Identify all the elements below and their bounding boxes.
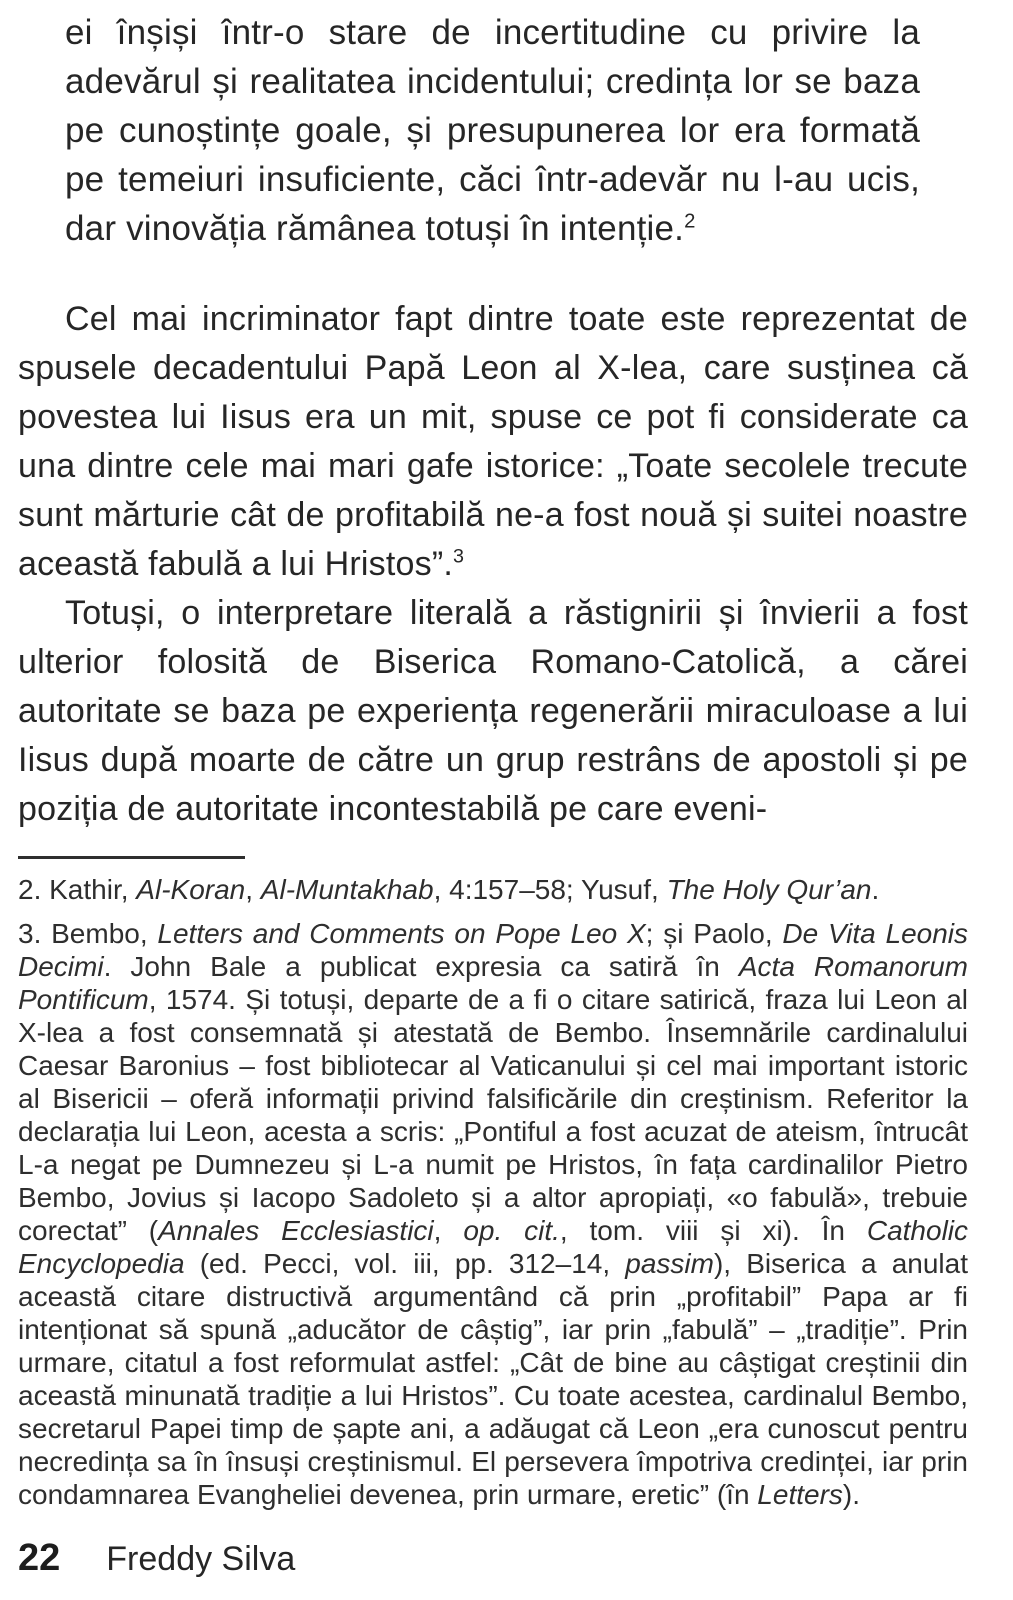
block-quote-text: ei înșiși într-o stare de incertitudine cu privire la adevărul și realitatea incidentului; credința lor se baza pe cunoștințe goale, și presupunerea lor era formată pe temeiuri insuficiente, căci într-adevăr nu l-au ucis, dar vinovăția rămânea totuși în intenție. (65, 13, 920, 248)
running-footer-author: Freddy Silva (106, 1540, 296, 1578)
paragraph (18, 295, 968, 589)
paragraph (18, 589, 968, 834)
paragraph-text: Totuși, o interpretare literală a răstignirii și învierii a fost ulterior folosită de Biserica Romano-Catolică, a cărei autoritate se baza pe experiența regenerării miraculoase a lui Iisus după moarte de către un grup restrâns de apostoli și pe poziția de autoritate incontestabilă pe care eveni- (18, 594, 968, 828)
footnote-2 (18, 873, 968, 906)
footnote-3-text: 3. Bembo, Letters and Comments on Pope Leo X; și Paolo, De Vita Leonis Decimi. John Bale a publicat expresia ca satiră în Acta Romanorum Pontificum, 1574. Și totuși, departe de a fi o citare satirică, fraza lui Leon al X-lea a fost consemnată și atestată de Bembo. Însemnările cardinalului Caesar Baronius – fost bibliotecar al Vaticanului și cel mai important istoric al Bisericii – oferă informații privind falsificările din creștinism. Referitor la declarația lui Leon, acesta a scris: „Pontiful a fost acuzat de ateism, întrucât L-a negat pe Dumnezeu și L-a numit pe Hristos, în fața cardinalilor Pietro Bembo, Jovius și Iacopo Sadoleto și a altor apropiați, «o fabulă», trebuie corectat” (Annales Ecclesiastici, op. cit., tom. viii și xi). În Catholic Encyclopedia (ed. Pecci, vol. iii, pp. 312–14, passim), Biserica a anulat această citare distructivă argumentând că prin „profitabil” Papa ar fi intenționat să spună „aducător de câștig”, iar prin „fabulă” – „tradiție”. Prin urmare, citatul a fost reformulat astfel: „Cât de bine au câștigat creștinii din această minunată tradiție a lui Hristos”. Cu toate acestea, cardinalul Bembo, secretarul Papei timp de șapte ani, a adăugat că Leon „era cunoscut pentru necredința sa în însuși creștinismul. El persevera împotriva credinței, iar prin condamnarea Evangheliei devenea, prin urmare, eretic” (în Letters). (18, 918, 969, 1510)
footnote-separator (18, 856, 245, 859)
footnote-2-text: 2. Kathir, Al-Koran, Al-Muntakhab, 4:157–58; Yusuf, The Holy Qur’an. (18, 874, 880, 905)
footnote-ref-2: 2 (684, 210, 696, 233)
page-number: 22 (18, 1537, 61, 1579)
block-quote (65, 8, 920, 253)
footnote-3 (18, 917, 968, 1511)
paragraph-text: Cel mai incriminator fapt dintre toate este reprezentat de spusele decadentului Papă Leon al X-lea, care susținea că povestea lui Iisus era un mit, spuse ce pot fi considerate ca una dintre cele mai mari gafe istorice: „Toate secolele trecute sunt mărturie cât de profitabilă ne-a fost nouă și suitei noastre această fabulă a lui Hristos”. (18, 300, 968, 583)
page-footer (18, 1537, 968, 1580)
footnote-ref-3: 3 (452, 545, 465, 568)
